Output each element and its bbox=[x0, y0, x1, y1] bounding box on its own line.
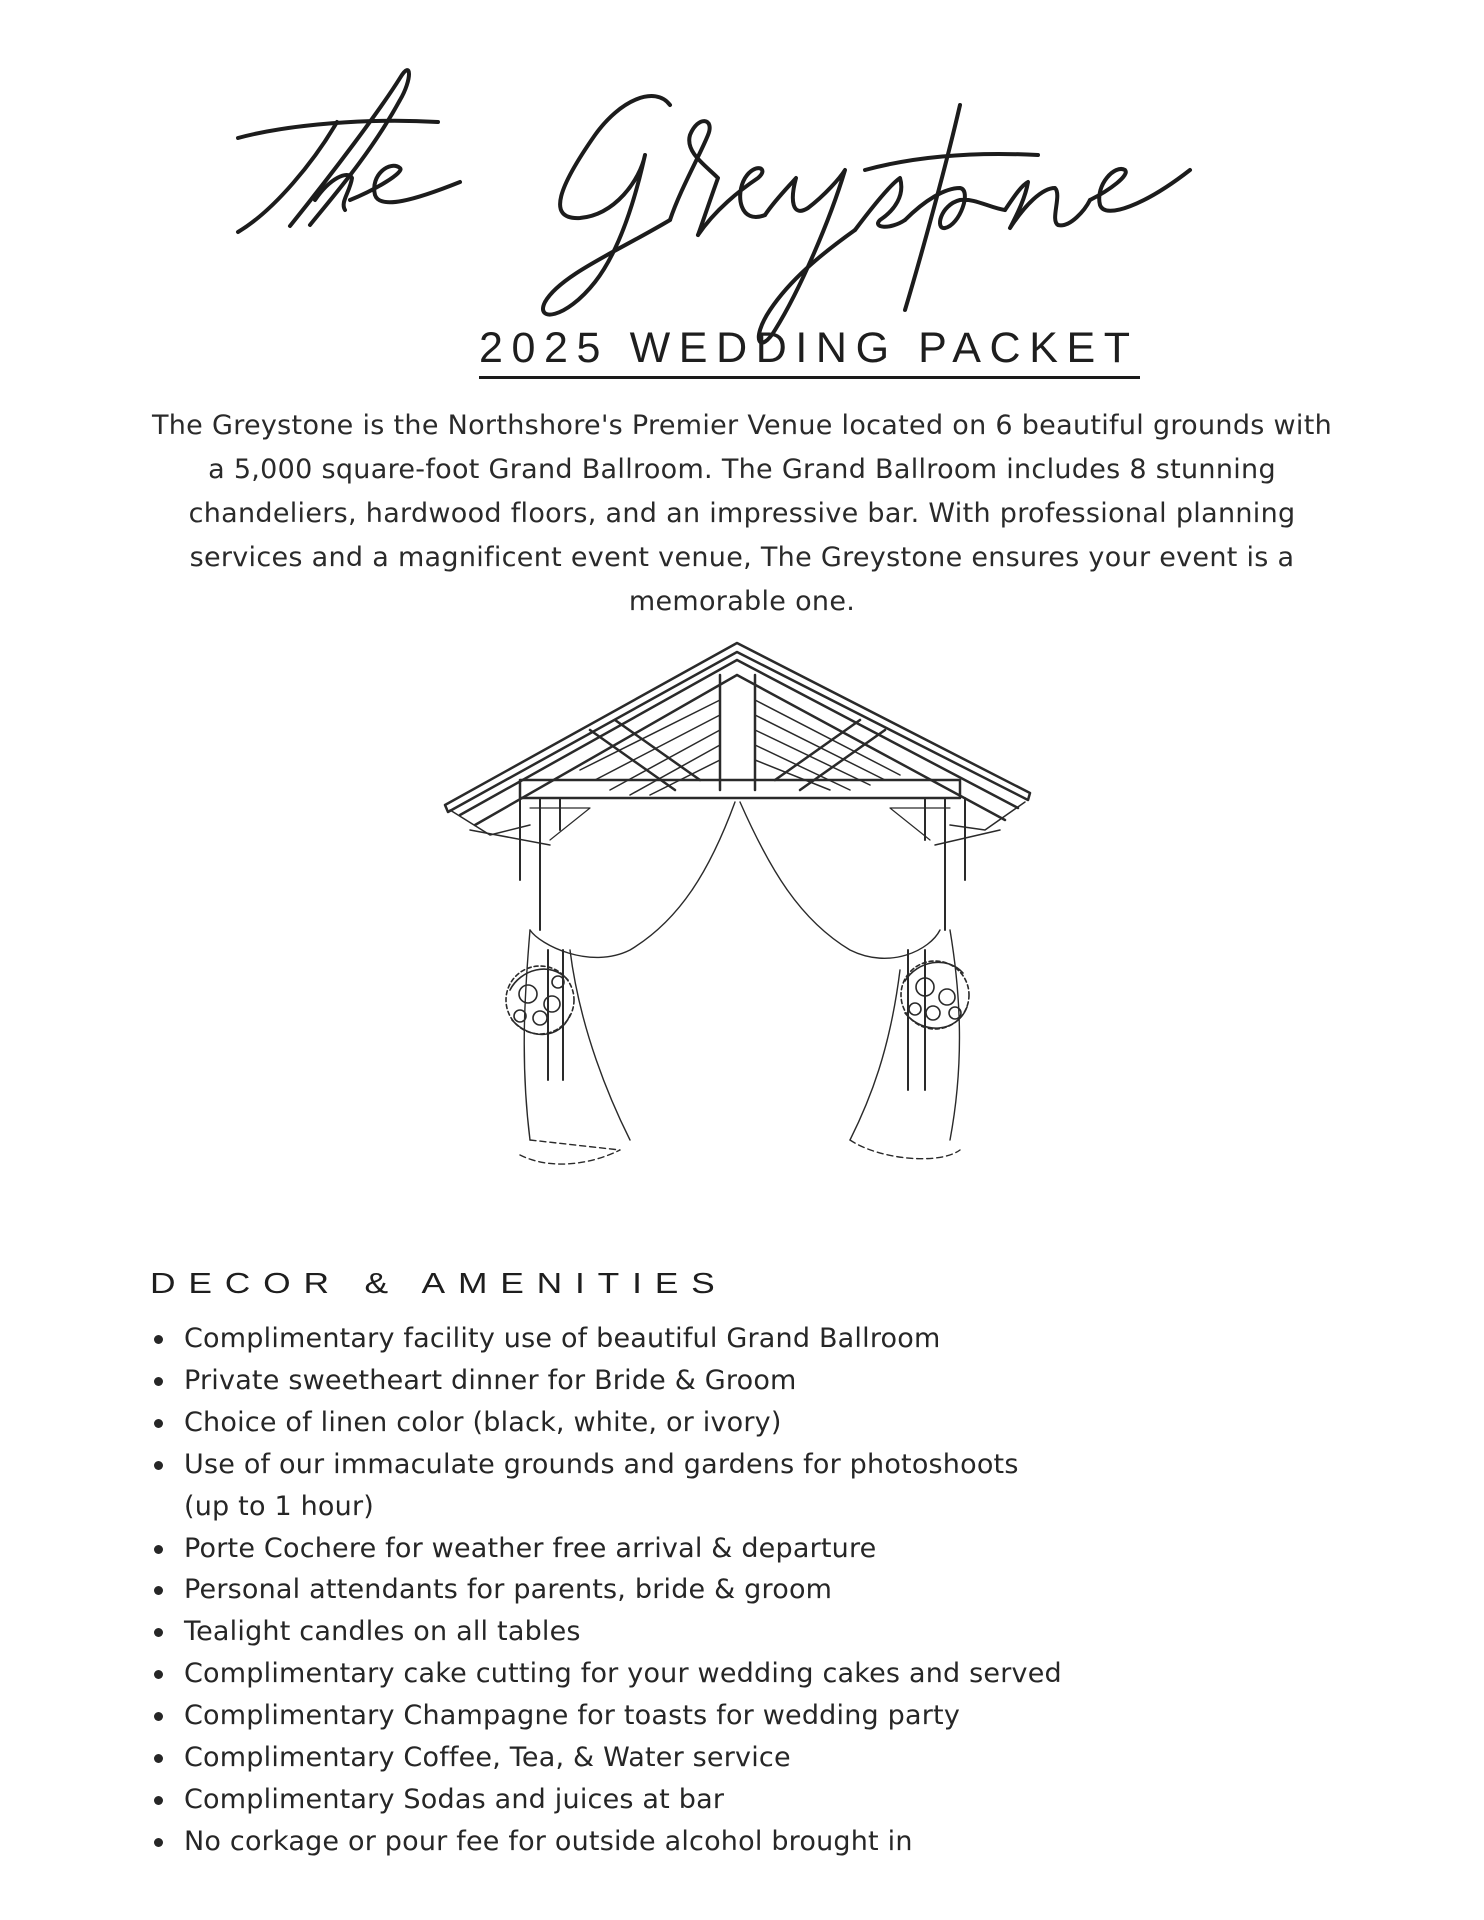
packet-subtitle: 2025 WEDDING PACKET bbox=[479, 324, 1139, 372]
list-item-text: Use of our immaculate grounds and gardens for photoshoots (up to 1 hour) bbox=[184, 1448, 1019, 1522]
list-item-text: Complimentary Sodas and juices at bar bbox=[184, 1783, 725, 1815]
drapes bbox=[520, 802, 960, 1164]
list-item-text: Tealight candles on all tables bbox=[184, 1616, 581, 1648]
roof bbox=[445, 643, 1030, 845]
list-item bbox=[150, 1779, 1250, 1821]
intro-paragraph: The Greystone is the Northshore's Premier Venue located on 6 beautiful grounds with a 5,000 square-foot Grand Ballroom. The Grand Ballroom includes 8 stunning chandeliers, hardwood floors, and an impressive bar. With professional planning services and a magnificent event venue, The Greystone ensures your event is a memorable one. bbox=[151, 410, 1333, 617]
bullet-icon bbox=[154, 1670, 163, 1679]
list-item bbox=[150, 1360, 1250, 1402]
list-item-text: Personal attendants for parents, bride & groom bbox=[184, 1574, 833, 1606]
list-item-text: No corkage or pour fee for outside alcohol brought in bbox=[184, 1825, 913, 1857]
list-item bbox=[150, 1611, 1250, 1653]
list-item bbox=[150, 1318, 1250, 1360]
amenities-list bbox=[150, 1318, 1250, 1863]
list-item-text: Complimentary Champagne for toasts for wedding party bbox=[184, 1700, 960, 1732]
subtitle-underline bbox=[479, 376, 1140, 379]
list-item-text: Private sweetheart dinner for Bride & Groom bbox=[184, 1364, 797, 1396]
list-item bbox=[150, 1402, 1250, 1444]
bullet-icon bbox=[154, 1335, 163, 1344]
amenities-heading: DECOR & AMENITIES bbox=[150, 1268, 728, 1300]
list-item-text: Complimentary facility use of beautiful Grand Ballroom bbox=[184, 1323, 941, 1354]
bullet-icon bbox=[154, 1377, 163, 1386]
bullet-icon bbox=[154, 1461, 163, 1470]
bullet-icon bbox=[154, 1586, 163, 1595]
bullet-icon bbox=[154, 1838, 163, 1847]
bullet-icon bbox=[154, 1796, 163, 1805]
script-title bbox=[200, 60, 1200, 350]
list-item-text: Choice of linen color (black, white, or ivory) bbox=[184, 1406, 782, 1438]
bullet-icon bbox=[154, 1419, 163, 1428]
bullet-icon bbox=[154, 1712, 163, 1721]
list-item bbox=[150, 1528, 1250, 1570]
bullet-icon bbox=[154, 1545, 163, 1554]
list-item-text: Complimentary Coffee, Tea, & Water service bbox=[184, 1742, 791, 1774]
list-item bbox=[150, 1821, 1250, 1863]
wedding-arch-sketch-icon bbox=[430, 630, 1050, 1230]
list-item-text: Complimentary cake cutting for your wedding cakes and served bbox=[184, 1658, 1062, 1690]
list-item bbox=[150, 1737, 1250, 1779]
bullet-icon bbox=[154, 1628, 163, 1637]
posts bbox=[520, 798, 965, 1090]
bullet-icon bbox=[154, 1754, 163, 1763]
list-item-text: Porte Cochere for weather free arrival & departure bbox=[184, 1532, 877, 1564]
script-title-lettering bbox=[200, 60, 1200, 350]
list-item bbox=[150, 1695, 1250, 1737]
list-item bbox=[150, 1569, 1250, 1611]
list-item bbox=[150, 1444, 1044, 1528]
wedding-arch-illustration bbox=[430, 630, 1050, 1230]
list-item bbox=[150, 1653, 1250, 1695]
